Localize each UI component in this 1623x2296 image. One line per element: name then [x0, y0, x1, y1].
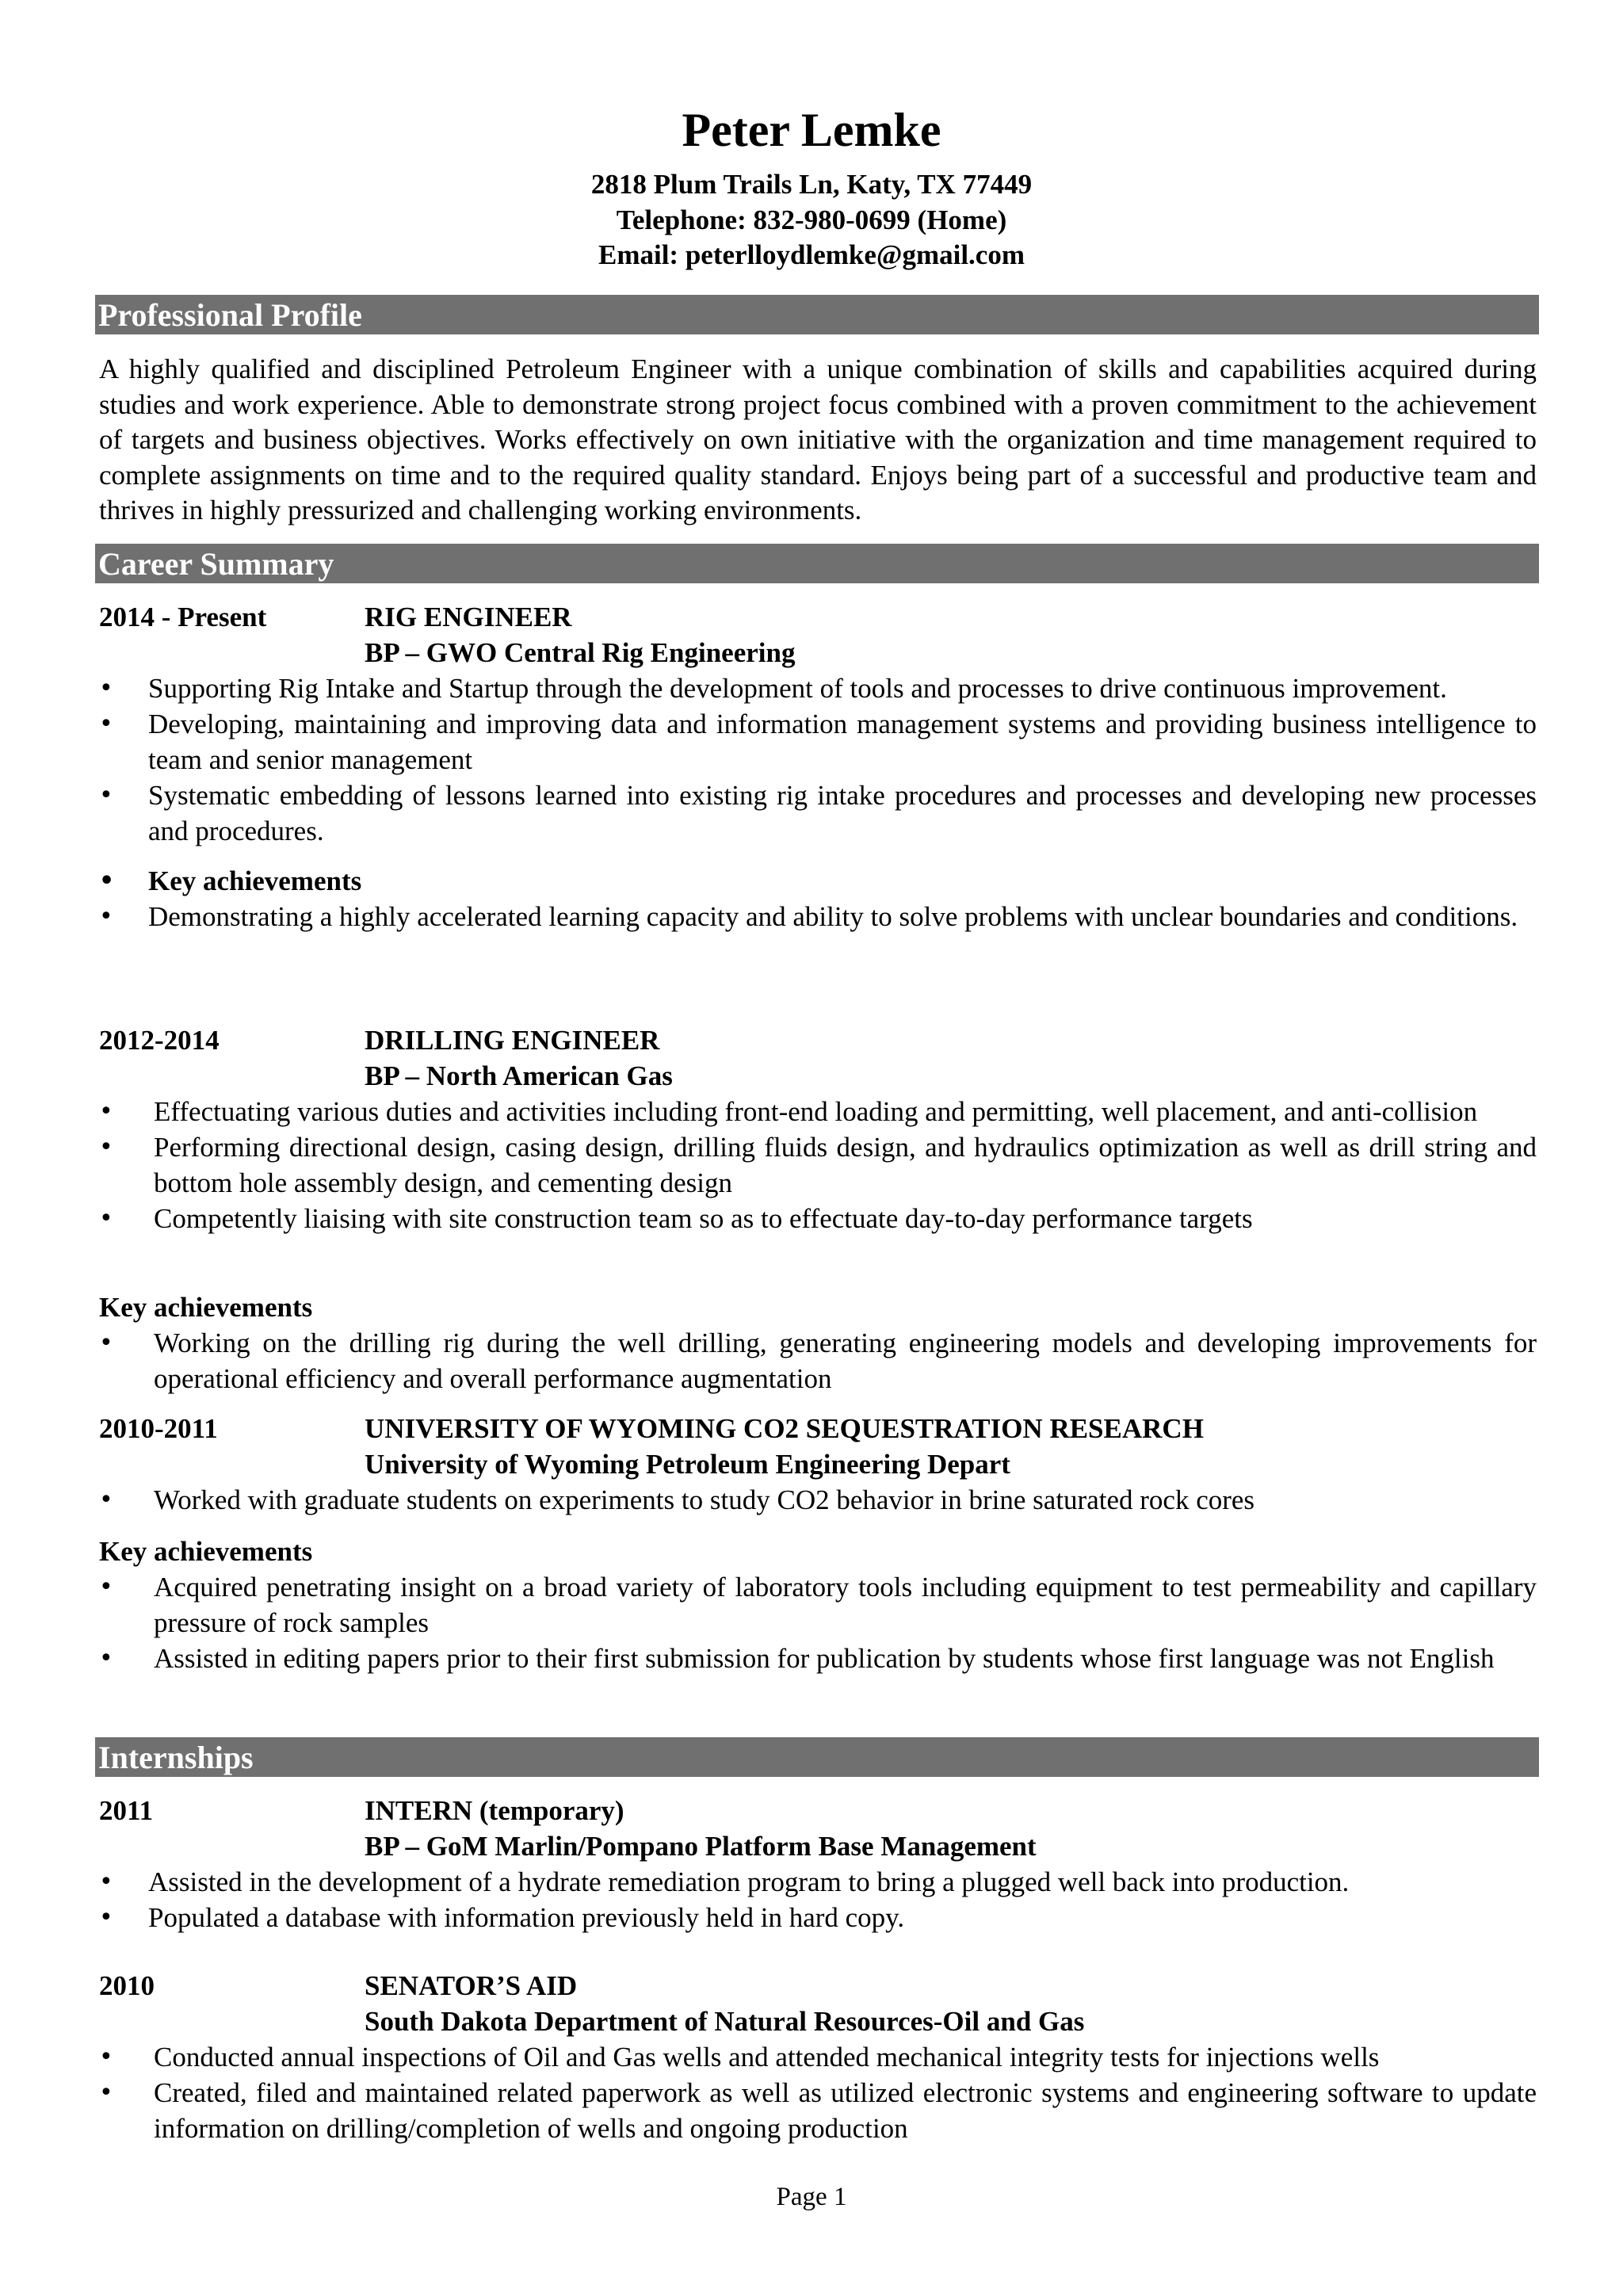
- job-header: [99, 1411, 1537, 1482]
- job-title: DRILLING ENGINEER: [365, 1025, 660, 1056]
- job-organization: BP – GWO Central Rig Engineering: [365, 637, 796, 668]
- job-title: UNIVERSITY OF WYOMING CO2 SEQUESTRATION RESEARCH: [365, 1413, 1204, 1444]
- key-achievements-label: Key achievements: [99, 1292, 313, 1323]
- job-title: RIG ENGINEER: [365, 602, 572, 632]
- job-organization: University of Wyoming Petroleum Engineering Depart: [365, 1449, 1010, 1480]
- internship-bullets: [99, 1864, 1537, 1935]
- internship-organization: South Dakota Department of Natural Resources-Oil and Gas: [365, 2006, 1085, 2037]
- page-number: Page 1: [776, 2183, 847, 2211]
- job-date: 2010-2011: [99, 1413, 218, 1444]
- job-header: [99, 599, 1537, 670]
- list-item: • Acquired penetrating insight on a broad variety of laboratory tools including equipment to test permeability and capillary pressure of rock samples: [99, 1569, 1537, 1641]
- internship-date: 2011: [99, 1795, 154, 1826]
- list-item: • Effectuating various duties and activities including front-end loading and permitting, well placement, and anti-collision: [99, 1094, 1537, 1129]
- achievement-bullets: [99, 1569, 1537, 1676]
- internship-organization: BP – GoM Marlin/Pompano Platform Base Management: [365, 1831, 1037, 1862]
- list-item: • Conducted annual inspections of Oil and Gas wells and attended mechanical integrity tests for injections wells: [99, 2039, 1537, 2075]
- list-item: • Demonstrating a highly accelerated learning capacity and ability to solve problems with unclear boundaries and conditions.: [99, 899, 1537, 934]
- candidate-name: Peter Lemke: [682, 104, 941, 156]
- list-item: • Performing directional design, casing design, drilling fluids design, and hydraulics optimization as well as drill string and bottom hole assembly design, and cementing design: [99, 1129, 1537, 1201]
- job-bullets: [99, 670, 1537, 934]
- job-bullets: [99, 1482, 1537, 1518]
- internship-title: INTERN (temporary): [365, 1795, 624, 1826]
- job-organization: BP – North American Gas: [365, 1060, 673, 1091]
- job-date: 2014 - Present: [99, 602, 267, 632]
- achievement-bullets: [99, 1325, 1537, 1396]
- list-item: • Assisted in the development of a hydrate remediation program to bring a plugged well back into production.: [99, 1864, 1537, 1900]
- list-item: • Working on the drilling rig during the well drilling, generating engineering models and developing improvements for operational efficiency and overall performance augmentation: [99, 1325, 1537, 1396]
- job-bullets: [99, 1094, 1537, 1236]
- list-item: • Systematic embedding of lessons learned into existing rig intake procedures and processes and developing new processes and procedures.: [99, 777, 1537, 849]
- internship-header: [99, 1968, 1537, 2039]
- profile-text: A highly qualified and disciplined Petroleum Engineer with a unique combination of skills and capabilities acquired during studies and work experience. Able to demonstrate strong project focus combined with a proven commitment to the achievement of targets and business objectives. Works effectively on own initiative with the organization and time management required to complete assignments on time and to the required quality standard. Enjoys being part of a successful and productive team and thrives in highly pressurized and challenging working environments.: [99, 353, 1537, 525]
- list-item: • Populated a database with information previously held in hard copy.: [99, 1900, 1537, 1935]
- list-item: • Competently liaising with site construction team so as to effectuate day-to-day performance targets: [99, 1201, 1537, 1236]
- list-item: • Developing, maintaining and improving data and information management systems and providing business intelligence to team and senior management: [99, 706, 1537, 777]
- internship-date: 2010: [99, 1970, 155, 2001]
- internship-header: [99, 1793, 1537, 1864]
- internship-title: SENATOR’S AID: [365, 1970, 578, 2001]
- section-heading-profile: Professional Profile: [95, 295, 1539, 334]
- address: 2818 Plum Trails Ln, Katy, TX 77449: [590, 169, 1033, 200]
- list-item: • Assisted in editing papers prior to their first submission for publication by students whose first language was not English: [99, 1641, 1537, 1676]
- section-heading-internships: Internships: [95, 1737, 1539, 1777]
- job-date: 2012-2014: [99, 1025, 220, 1056]
- key-achievements-label: • Key achievements: [99, 863, 1537, 899]
- telephone: Telephone: 832-980-0699 (Home): [616, 204, 1007, 235]
- email: Email: peterlloydlemke@gmail.com: [598, 239, 1025, 270]
- section-heading-career: Career Summary: [95, 544, 1539, 583]
- key-achievements-label: Key achievements: [99, 1536, 313, 1567]
- list-item: • Created, filed and maintained related paperwork as well as utilized electronic systems and engineering software to update information on drilling/completion of wells and ongoing production: [99, 2075, 1537, 2146]
- job-header: [99, 1022, 1537, 1094]
- internship-bullets: [99, 2039, 1537, 2146]
- list-item: • Supporting Rig Intake and Startup through the development of tools and processes to drive continuous improvement.: [99, 670, 1537, 706]
- list-item: • Worked with graduate students on experiments to study CO2 behavior in brine saturated rock cores: [99, 1482, 1537, 1518]
